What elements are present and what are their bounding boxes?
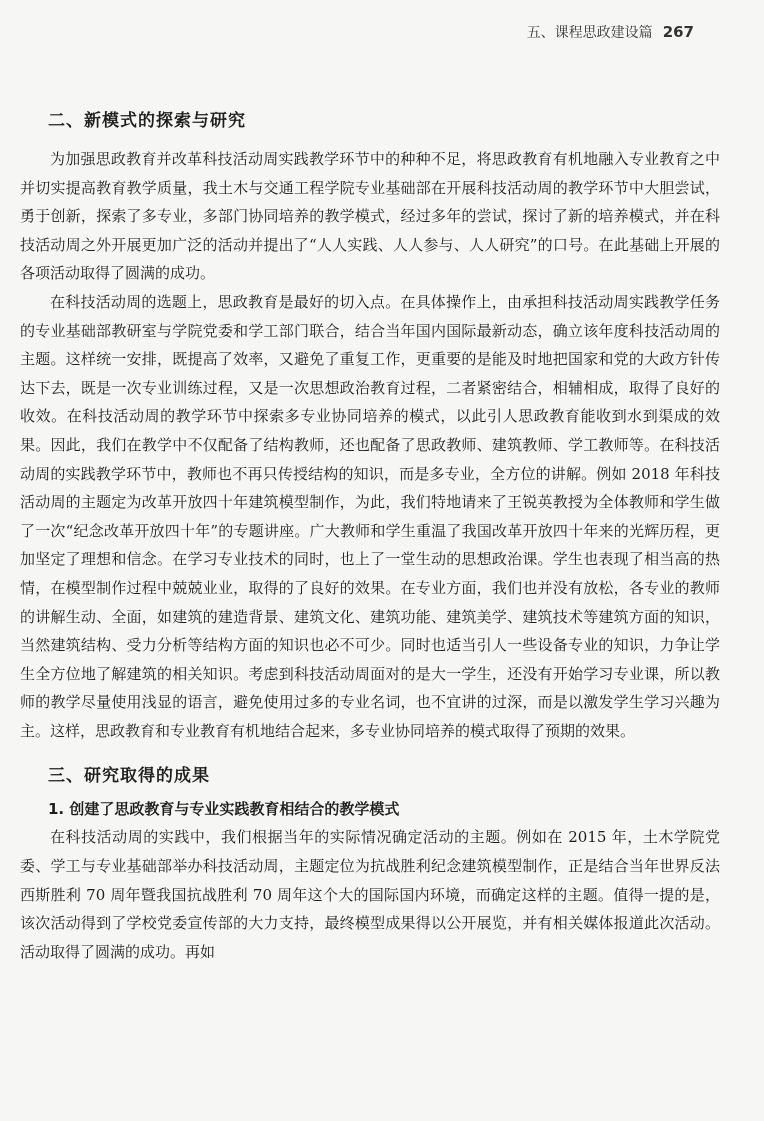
section-heading-2: 二、新模式的探索与研究 bbox=[48, 111, 246, 131]
chapter-title: 五、课程思政建设篇 bbox=[526, 25, 653, 41]
body-paragraph: 在科技活动周的选题上，思政教育是最好的切入点。在具体操作上，由承担科技活动周实践教学任务的专业基础部教研室与学院党委和学工部门联合，结合当年国内国际最新动态，确立该年度科技活动周的主题。这样统一安排，既提高了效率，又避免了重复工作，更重要的是能及时地把国家和党的大政方针传达下去，既是一次专业训练过程，又是一次思想政治教育过程，二者紧密结合，相辅相成，取得了良好的收效。在科技活动周的教学环节中探索多专业协同培养的模式，以此引人思政教育能收到水到渠成的效果。因此，我们在教学中不仅配备了结构教师，还也配备了思政教师、建筑教师、学工教师等。在科技活动周的实践教学环节中，教师也不再只传授结构的知识，而是多专业，全方位的讲解。例如 2018 年科技活动周的主题定为改革开放四十年建筑模型制作，为此，我们特地请来了王锐英教授为全体教师和学生做了一次“纪念改革开放四十年”的专题讲座。广大教师和学生重温了我国改革开放四十年来的光辉历程，更加坚定了理想和信念。在学习专业技术的同时，也上了一堂生动的思想政治课。学生也表现了相当高的热情，在模型制作过程中兢兢业业，取得的了良好的效果。在专业方面，我们也并没有放松，各专业的教师的讲解生动、全面，如建筑的建造背景、建筑文化、建筑功能、建筑美学、建筑技术等建筑方面的知识，当然建筑结构、受力分析等结构方面的知识也必不可少。同时也适当引人一些设备专业的知识，力争让学生全方位地了解建筑的相关知识。考虑到科技活动周面对的是大一学生，还没有开始学习专业课，所以教师的教学尽量使用浅显的语言，避免使用过多的专业名词，也不宜讲的过深，而是以激发学生学习兴趣为主。这样，思政教育和专业教育有机地结合起来，多专业协同培养的模式取得了预期的效果。 bbox=[20, 292, 720, 740]
page-number: 267 bbox=[662, 23, 694, 41]
body-paragraph: 在科技活动周的实践中，我们根据当年的实际情况确定活动的主题。例如在 2015 年，土木学院党委、学工与专业基础部举办科技活动周，主题定位为抗战胜利纪念建筑模型制作，正是结合当年世界反法西斯胜利 70 周年暨我国抗战胜利 70 周年这个大的国际国内环境，而确定这样的主题。值得一提的是，该次活动得到了学校党委宣传部的大力支持，最终模型成果得以公开展览，并有相关媒体报道此次活动。活动取得了圆满的成功。再如 bbox=[20, 828, 720, 961]
body-paragraph: 为加强思政教育并改革科技活动周实践教学环节中的种种不足，将思政教育有机地融入专业教育之中并切实提高教育教学质量，我土木与交通工程学院专业基础部在开展科技活动周的教学环节中大胆尝试，勇于创新，探索了多专业，多部门协同培养的教学模式，经过多年的尝试，探讨了新的培养模式，并在科技活动周之外开展更加广泛的活动并提出了“人人实践、人人参与、人人研究”的口号。在此基础上开展的各项活动取得了圆满的成功。 bbox=[20, 150, 720, 283]
subsection-heading: 1. 创建了思政教育与专业实践教育相结合的教学模式 bbox=[48, 800, 400, 819]
section-heading-3: 三、研究取得的成果 bbox=[48, 766, 210, 787]
running-head bbox=[527, 22, 694, 42]
page-body bbox=[20, 88, 720, 966]
